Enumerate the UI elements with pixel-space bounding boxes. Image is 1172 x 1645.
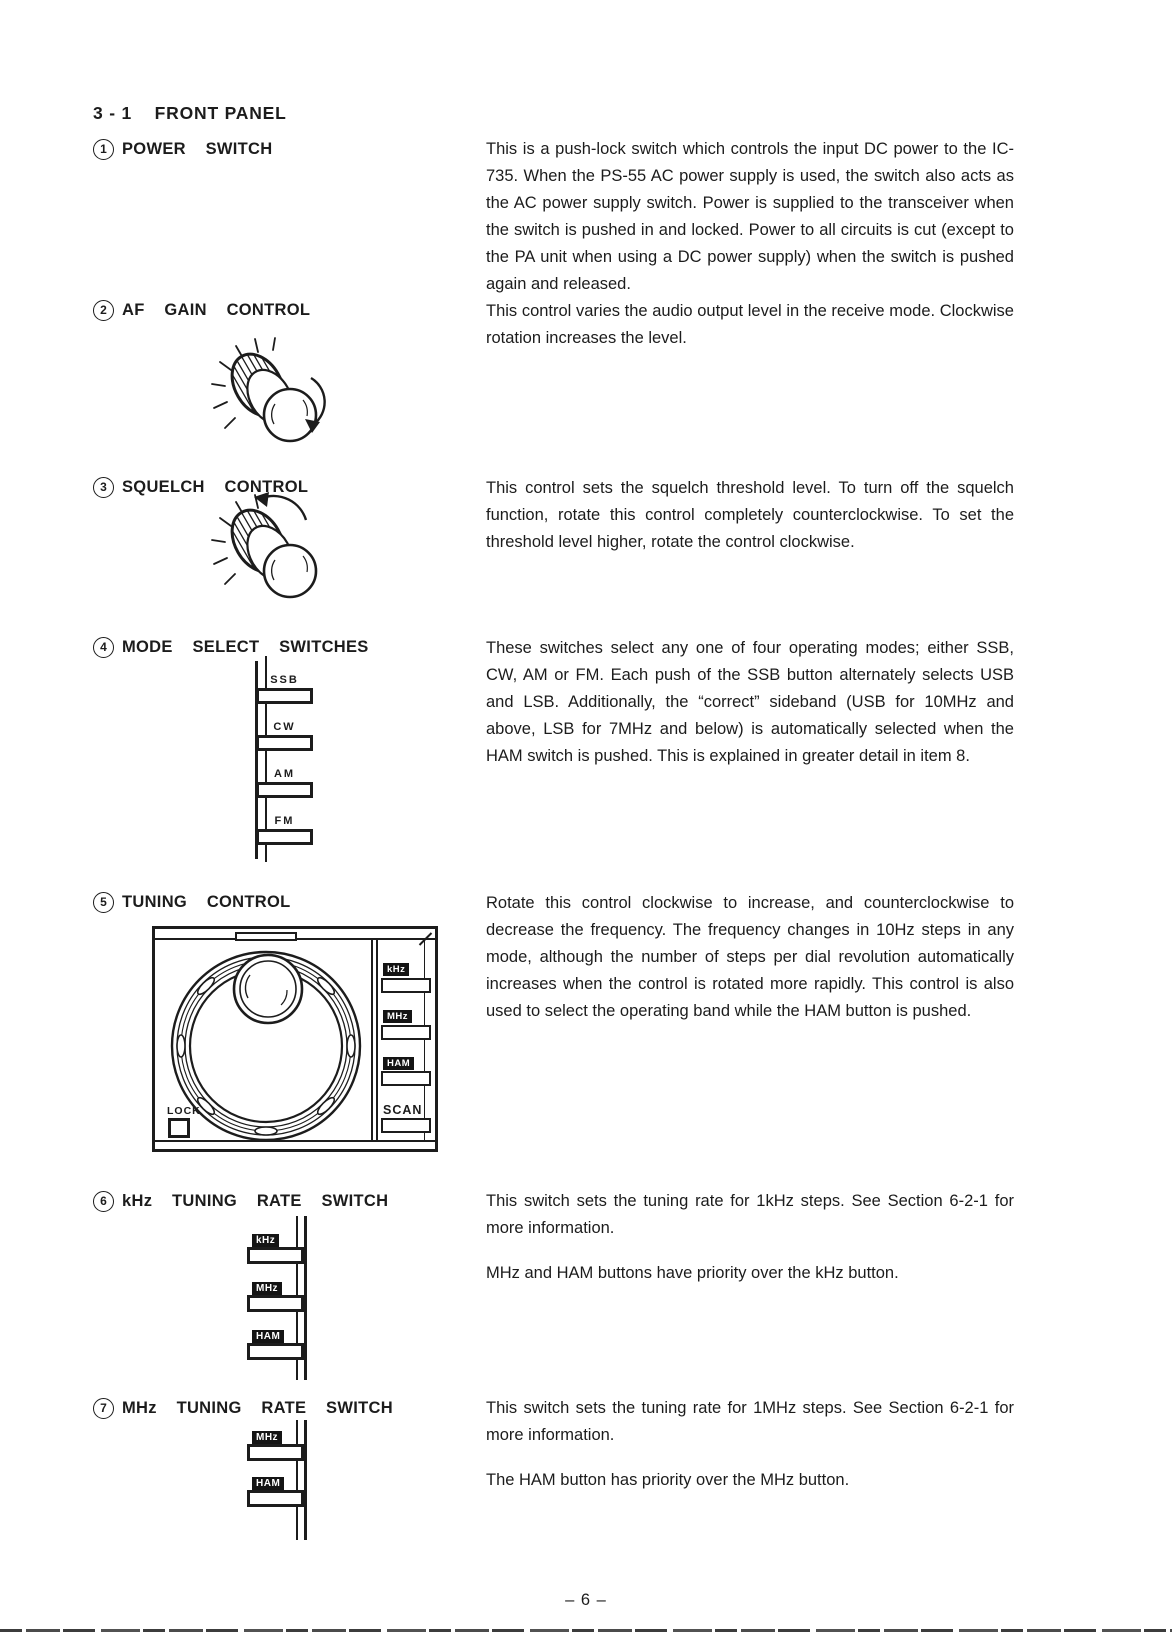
item-description-squelch — [486, 475, 1014, 556]
paragraph: This control varies the audio output level in the receive mode. Clockwise rotation increases the level. — [486, 302, 1014, 347]
ham-button-badge: HAM — [383, 1057, 414, 1070]
item-number-circle: 3 — [93, 477, 114, 498]
scan-button — [381, 1118, 431, 1133]
mhz-button-badge: MHz — [383, 1010, 412, 1023]
khz-button — [381, 978, 431, 993]
paragraph: This control sets the squelch threshold level. To turn off the squelch function, rotate this control completely counterclockwise. To set the threshold level higher, rotate the control clockwise. — [486, 479, 1014, 551]
dial-spinner-knob — [234, 955, 302, 1023]
section-heading: 3 - 1 FRONT PANEL — [93, 103, 287, 123]
khz-button-badge: kHz — [252, 1234, 279, 1248]
item-title-af-gain — [93, 300, 310, 320]
mode-select-illustration — [248, 656, 368, 862]
item-title-mode-select — [93, 637, 369, 657]
panel-edge-line — [424, 938, 425, 1142]
mode-button-label-ssb: SSB — [270, 674, 299, 686]
panel-edge-line — [296, 1420, 298, 1540]
item-title-power-switch — [93, 139, 272, 159]
item-title-text: TUNING CONTROL — [122, 892, 291, 911]
squelch-knob-illustration — [208, 488, 338, 608]
item-description-mhz-rate — [486, 1395, 1014, 1494]
page-number: – 6 – — [565, 1591, 607, 1609]
item-title-text: SQUELCH CONTROL — [122, 477, 309, 496]
item-title-text: POWER SWITCH — [122, 139, 273, 158]
paragraph: The HAM button has priority over the MHz button. — [486, 1471, 850, 1489]
item-description-tuning-control — [486, 890, 1014, 1025]
tuning-control-illustration — [152, 926, 438, 1152]
item-title-text: AF GAIN CONTROL — [122, 300, 311, 319]
rotary-knob-counterclockwise-arrow-icon — [208, 488, 338, 608]
item-title-tuning-control — [93, 892, 291, 912]
rotary-knob-clockwise-arrow-icon — [208, 334, 338, 454]
lock-button-label: LOCK — [167, 1105, 201, 1117]
item-number-circle: 7 — [93, 1398, 114, 1419]
paragraph: This switch sets the tuning rate for 1kHz steps. See Section 6-2-1 for more information. — [486, 1192, 1014, 1237]
ham-button — [247, 1343, 304, 1360]
ham-button-badge: HAM — [252, 1477, 284, 1491]
khz-rate-illustration — [245, 1216, 365, 1380]
mhz-button-badge: MHz — [252, 1282, 282, 1296]
mode-button-cw — [256, 735, 313, 751]
ham-button — [381, 1071, 431, 1086]
khz-button — [247, 1247, 304, 1264]
paragraph: These switches select any one of four operating modes; either SSB, CW, AM or FM. Each push of the SSB button alternately selects USB and LSB. Additionally, the “correct” sideband (USB for 10MHz and above, LSB for 7MHz and below) is automatically selected when the HAM switch is pushed. This is explained in greater detail in item 8. — [486, 639, 1014, 765]
mode-button-ssb — [256, 688, 313, 704]
item-title-mhz-rate — [93, 1398, 393, 1418]
paragraph: MHz and HAM buttons have priority over the kHz button. — [486, 1264, 899, 1282]
scan-button-label: SCAN — [383, 1103, 423, 1117]
mhz-button-badge: MHz — [252, 1431, 282, 1445]
af-gain-knob-illustration — [208, 334, 338, 454]
item-title-text: MODE SELECT SWITCHES — [122, 637, 369, 656]
mode-button-label-fm: FM — [274, 815, 295, 827]
footer-rule — [0, 1629, 1172, 1632]
paragraph: Rotate this control clockwise to increase, and counterclockwise to decrease the frequency. The frequency changes in 10Hz steps in any mode, although the number of steps per dial revolution automatically increases when the control is rotated more rapidly. This control is also used to select the operating band while the HAM button is pushed. — [486, 894, 1014, 1020]
item-title-text: MHz TUNING RATE SWITCH — [122, 1398, 393, 1417]
mhz-button — [247, 1295, 304, 1312]
item-number-circle: 4 — [93, 637, 114, 658]
ham-button — [247, 1490, 304, 1507]
item-description-mode-select — [486, 635, 1014, 770]
mode-button-am — [256, 782, 313, 798]
mhz-button — [247, 1444, 304, 1461]
item-title-khz-rate — [93, 1191, 388, 1211]
item-description-af-gain — [486, 298, 1014, 352]
item-description-khz-rate — [486, 1188, 1014, 1287]
ham-button-badge: HAM — [252, 1330, 284, 1344]
panel-edge-line — [304, 1420, 307, 1540]
mode-button-label-am: AM — [273, 768, 296, 780]
item-number-circle: 5 — [93, 892, 114, 913]
paragraph: This switch sets the tuning rate for 1MHz steps. See Section 6-2-1 for more information. — [486, 1399, 1014, 1444]
panel-edge-line — [304, 1216, 307, 1380]
mode-button-fm — [256, 829, 313, 845]
mhz-button — [381, 1025, 431, 1040]
khz-button-badge: kHz — [383, 963, 409, 976]
lock-button — [168, 1118, 190, 1138]
item-number-circle: 6 — [93, 1191, 114, 1212]
mhz-rate-illustration — [245, 1420, 365, 1540]
item-title-text: kHz TUNING RATE SWITCH — [122, 1191, 389, 1210]
panel-divider-line — [376, 938, 378, 1142]
item-number-circle: 1 — [93, 139, 114, 160]
paragraph: This is a push-lock switch which controls the input DC power to the IC-735. When the PS-55 AC power supply is used, the switch also acts as the AC power supply switch. Power is supplied to the transceiver when the switch is pushed in and locked. Power to all circuits is cut (except to the PA unit when using a DC power supply) when the switch is pushed again and released. — [486, 140, 1014, 293]
mode-button-label-cw: CW — [273, 721, 296, 733]
item-description-power-switch — [486, 136, 1014, 298]
item-number-circle: 2 — [93, 300, 114, 321]
